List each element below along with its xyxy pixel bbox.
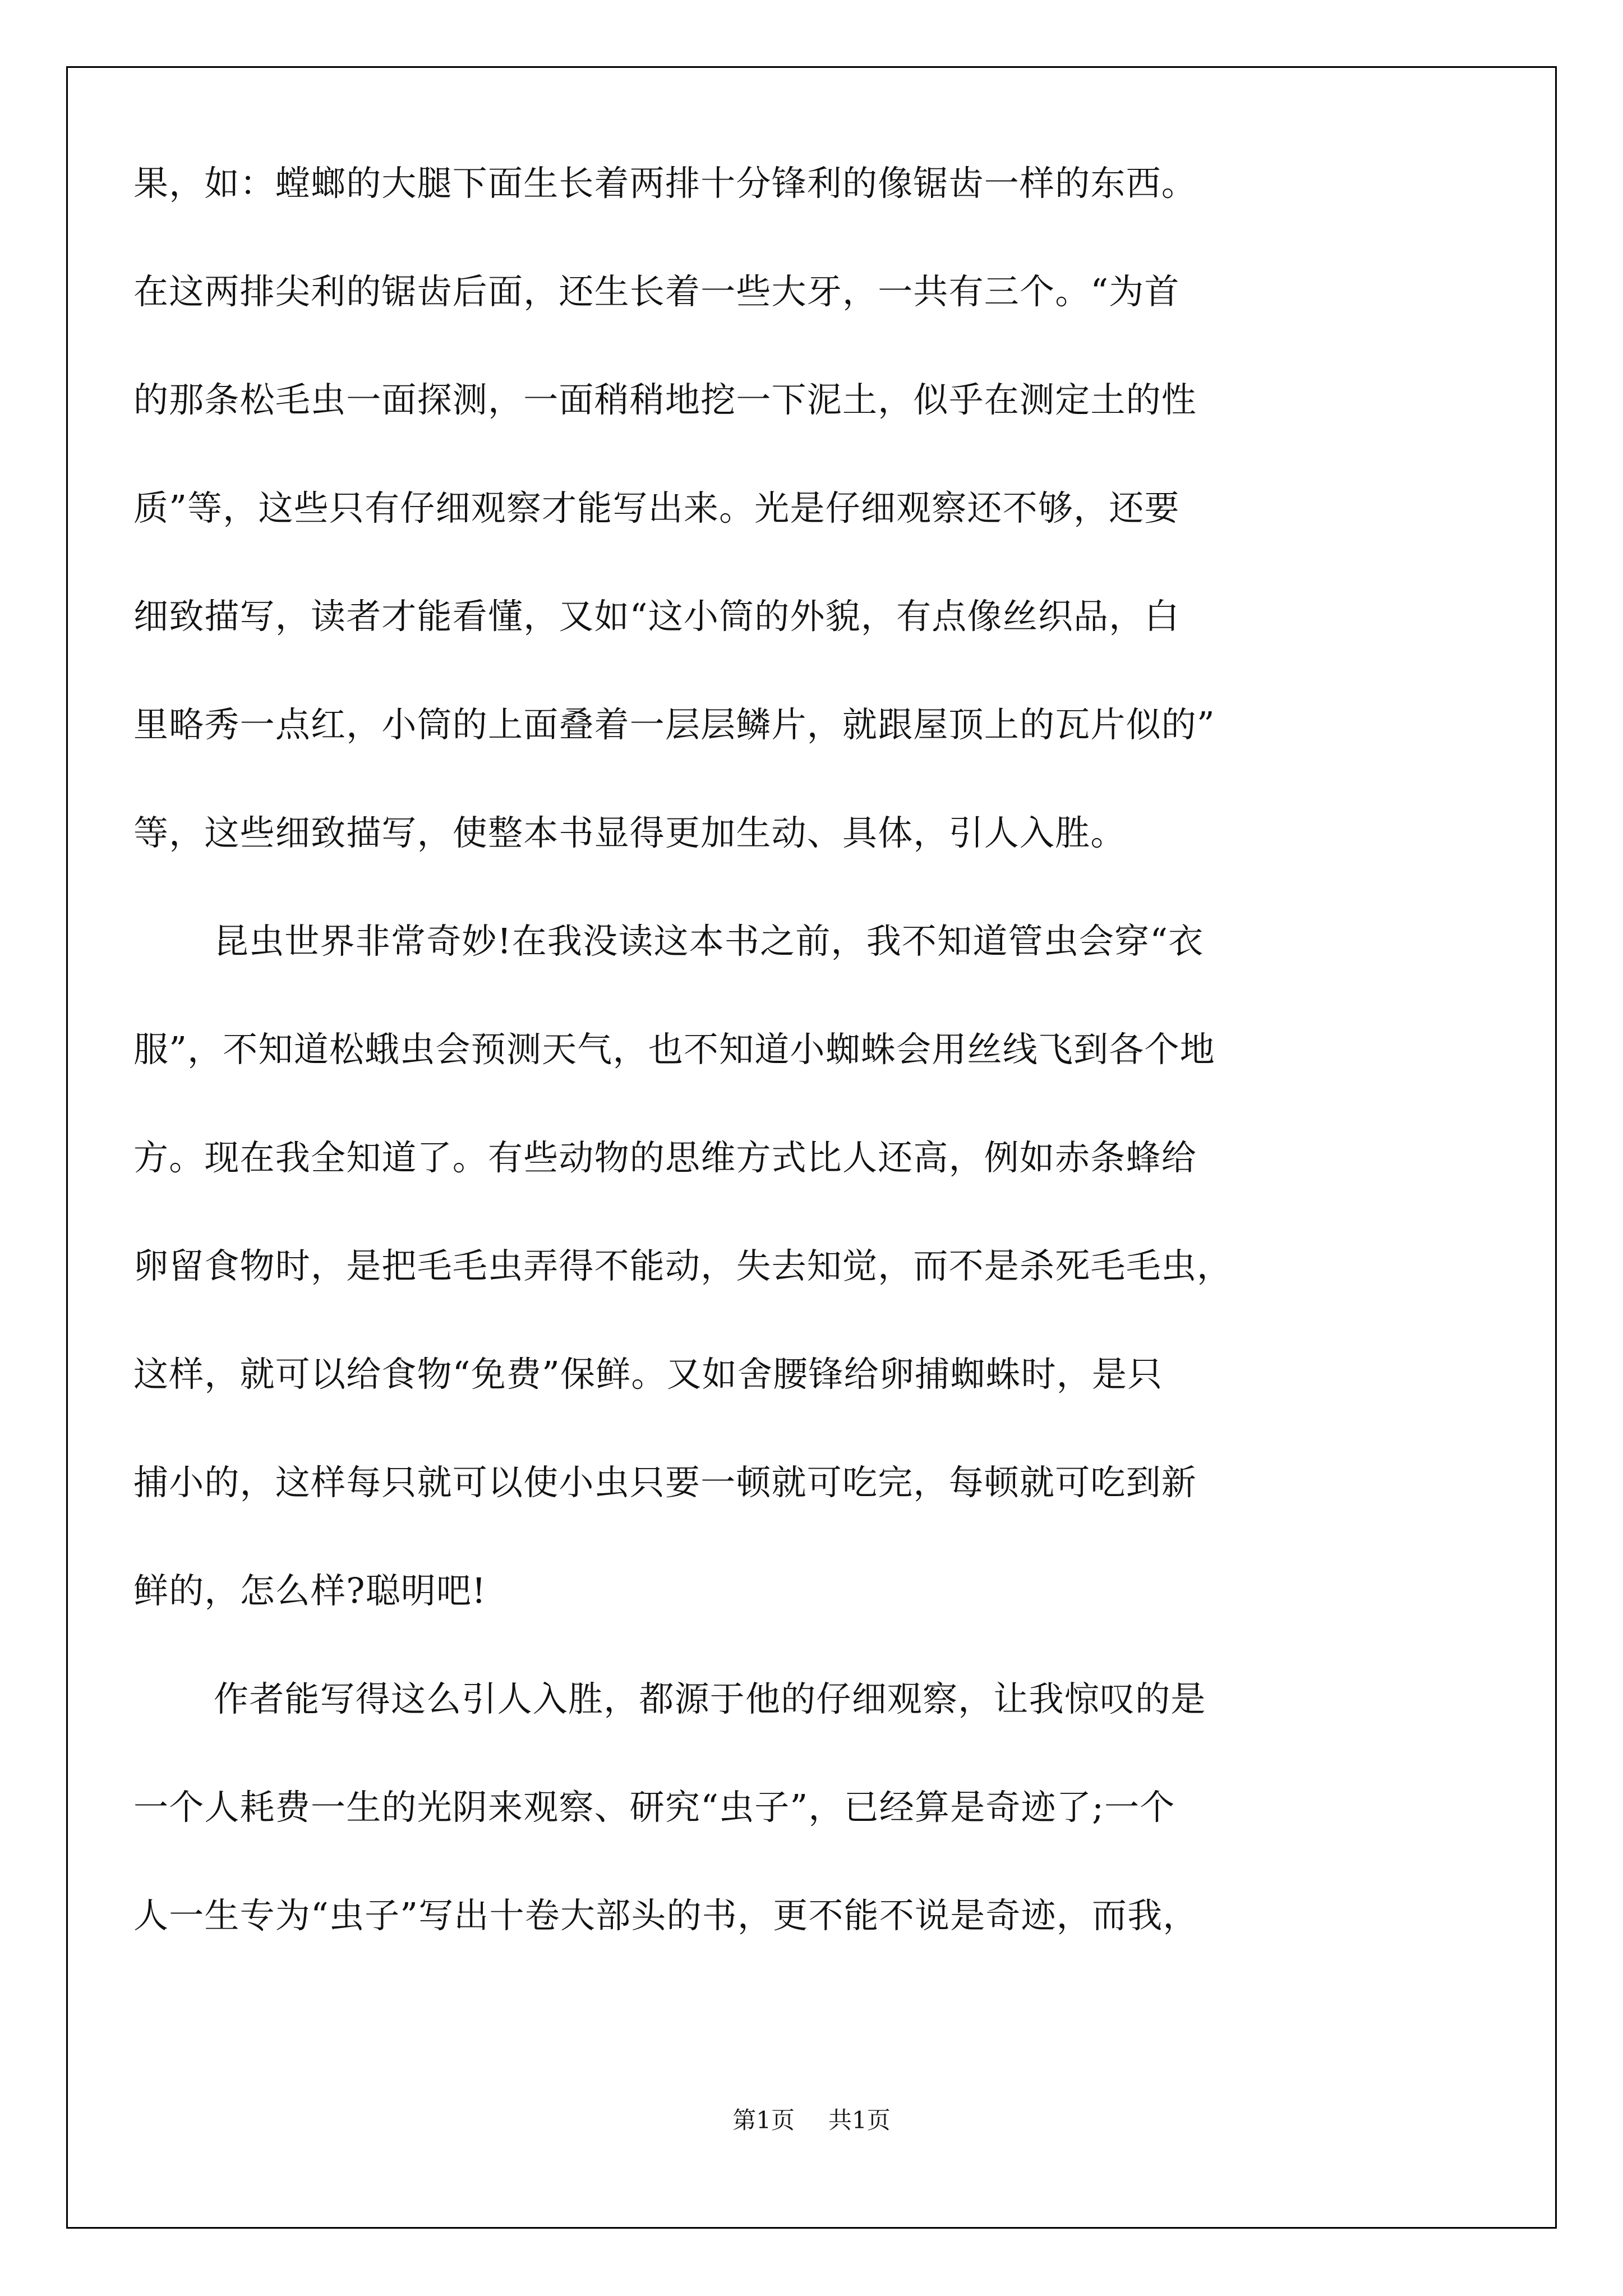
text-line: 等，这些细致描写，使整本书显得更加生动、具体，引人入胜。 xyxy=(133,812,1126,853)
text-line: 人一生专为“虫子”写出十卷大部头的书，更不能不说是奇迹，而我， xyxy=(133,1895,1198,1936)
text-line: 作者能写得这么引人入胜，都源于他的仔细观察，让我惊叹的是 xyxy=(214,1678,1206,1719)
text-line: 这样，就可以给食物“免费”保鲜。又如舍腰锋给卵捕蜘蛛时，是只 xyxy=(133,1354,1163,1395)
text-line: 方。现在我全知道了。有些动物的思维方式比人还高，例如赤条蜂给 xyxy=(133,1137,1197,1178)
text-line: 卵留食物时，是把毛毛虫弄得不能动，失去知觉，而不是杀死毛毛虫， xyxy=(133,1245,1233,1286)
text-line: 里略秀一点红，小筒的上面叠着一层层鳞片，就跟屋顶上的瓦片似的” xyxy=(133,704,1215,745)
text-line: 质”等，这些只有仔细观察才能写出来。光是仔细观察还不够，还要 xyxy=(133,487,1180,528)
text-line: 服”，不知道松蛾虫会预测天气，也不知道小蜘蛛会用丝线飞到各个地 xyxy=(133,1029,1215,1070)
page-footer xyxy=(0,2102,1623,2136)
text-line: 捕小的，这样每只就可以使小虫只要一顿就可吃完，每顿就可吃到新 xyxy=(133,1462,1197,1503)
text-line: 细致描写，读者才能看懂，又如“这小筒的外貌，有点像丝织品，白 xyxy=(133,596,1180,637)
text-line: 昆虫世界非常奇妙!在我没读这本书之前，我不知道管虫会穿“衣 xyxy=(214,921,1204,961)
text-line: 一个人耗费一生的光阴来观察、研究“虫子”，已经算是奇迹了;一个 xyxy=(133,1787,1175,1828)
text-line: 的那条松毛虫一面探测，一面稍稍地挖一下泥土，似乎在测定土的性 xyxy=(133,379,1197,420)
page-number: 第1页 xyxy=(732,2106,795,2134)
text-line: 鲜的，怎么样?聪明吧! xyxy=(133,1570,487,1611)
text-line: 果，如：螳螂的大腿下面生长着两排十分锋利的像锯齿一样的东西。 xyxy=(133,163,1197,204)
document-body xyxy=(133,129,1490,1970)
text-line: 在这两排尖利的锯齿后面，还生长着一些大牙，一共有三个。“为首 xyxy=(133,271,1180,312)
page-total: 共1页 xyxy=(828,2106,891,2134)
